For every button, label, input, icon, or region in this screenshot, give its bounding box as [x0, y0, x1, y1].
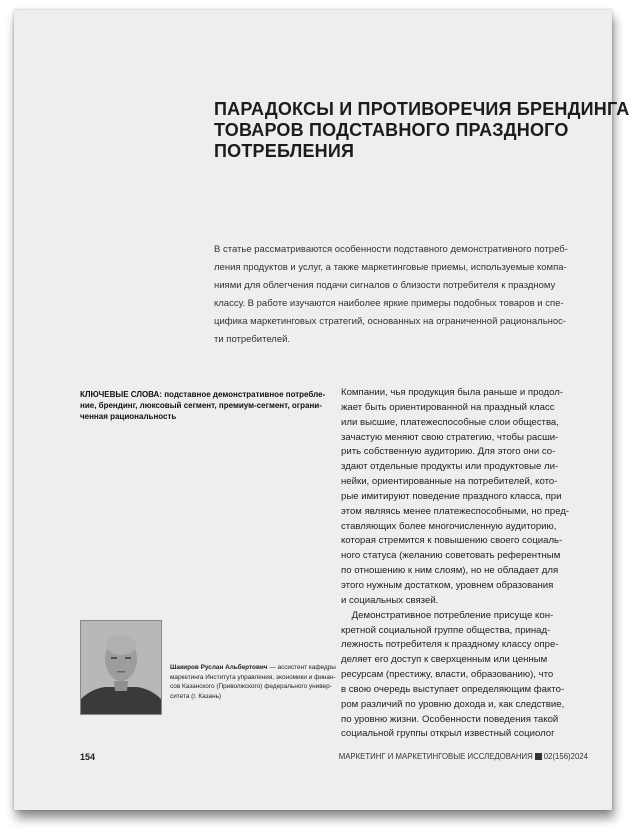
abstract-line: В статье рассматриваются особенности подставного демонстративного потреб- [214, 244, 568, 255]
journal-issue: 02(156)2024 [543, 752, 588, 761]
body-line: Компании, чья продукция была раньше и продол- [341, 387, 564, 398]
body-line: рые имитируют поведение праздного класса, при [341, 490, 562, 502]
body-line: ресурсам (престижу, власти, образованию), что [341, 669, 554, 681]
abstract-line: ти потребителей. [214, 334, 291, 346]
body-line: кретной социальной группе общества, принад- [341, 624, 551, 636]
body-line: этом являясь менее платежеспособными, но пред- [341, 505, 570, 517]
title-line: ТОВАРОВ ПОДСТАВНОГО ПРАЗДНОГО [214, 120, 569, 140]
body-line: рить собственную аудиторию. Для этого они со- [341, 446, 556, 458]
body-line: ставляющих более многочисленную аудиторию, [341, 520, 557, 532]
author-line: ситета (г. Казань) [170, 692, 222, 700]
author-description: — ассистент кафедры [267, 664, 336, 671]
body-line: лежность потребителя к праздному классу опре- [341, 639, 559, 651]
body-line: или высшие, платежеспособные слои общества, [341, 416, 559, 428]
body-line: и социальных связей. [341, 594, 439, 606]
author-info [170, 663, 340, 701]
body-line: которая стремится к повышению своего социаль- [341, 535, 563, 547]
keywords-line: КЛЮЧЕВЫЕ СЛОВА: подставное демонстративное потребле- [80, 390, 326, 399]
body-line: Демонстративное потребление присуще кон- [341, 609, 554, 621]
abstract-line: классу. В работе изучаются наиболее яркие примеры подобных товаров и спе- [214, 298, 564, 310]
author-photo [80, 620, 162, 715]
journal-footer [339, 752, 588, 761]
article-body [341, 386, 601, 742]
square-separator-icon [535, 753, 542, 760]
page-number: 154 [80, 752, 96, 762]
body-line: в свою очередь выступает определяющим фактo- [341, 683, 565, 695]
article-abstract [214, 241, 594, 350]
body-line: зачастую меняют свою стратегию, чтобы расши- [341, 431, 559, 443]
body-line: нейки, ориентированные на потребителей, кото- [341, 476, 558, 488]
journal-page [14, 10, 630, 810]
body-line: ром различий по уровню дохода и, как следствие, [341, 698, 565, 710]
author-name: Шакиров Руслан Альбертович [170, 664, 268, 671]
author-line [170, 663, 340, 673]
author-line: сов Казанского (Приволжского) федерального универ- [170, 683, 332, 691]
author-portrait-illustration [81, 621, 161, 714]
abstract-line: ления продуктов и услуг, а также маркетинговые приемы, используемые компа- [214, 262, 567, 274]
title-line: ПОТРЕБЛЕНИЯ [214, 141, 355, 161]
body-line: здают отдельные продукты или продуктовые ли- [341, 461, 559, 473]
body-line: ного статуса (желанию советовать референтным [341, 550, 561, 562]
body-line: этого нужным достатком, уровнем образования [341, 579, 554, 591]
author-line: маркетинга Института управления, экономики и финан- [170, 673, 336, 681]
article-title [214, 99, 630, 162]
keywords-line: ченная рациональность [80, 412, 177, 421]
title-line: ПАРАДОКСЫ И ПРОТИВОРЕЧИЯ БРЕНДИНГА [214, 99, 630, 119]
keywords-line: ние, брендинг, люксовый сегмент, премиум-сегмент, ограни- [80, 401, 322, 410]
abstract-line: ниями для облегчения подачи сигналов о близости потребителя к праздному [214, 280, 556, 292]
body-line: жает быть ориентированной на праздный класс [341, 401, 555, 413]
keywords-block [80, 389, 330, 422]
body-line: по уровню жизни. Особенности поведения такой [341, 713, 559, 725]
body-line: деляет его доступ к сверхценным или ценным [341, 654, 548, 666]
journal-name: МАРКЕТИНГ И МАРКЕТИНГОВЫЕ ИССЛЕДОВАНИЯ [338, 752, 533, 761]
abstract-line: цифика маркетинговых стратегий, основанных на ограниченной рациональнос- [214, 316, 567, 328]
body-line: по отношению к ним слоям), но не обладает для [341, 565, 559, 577]
body-line: социальной группы открыл известный социолог [341, 728, 555, 740]
